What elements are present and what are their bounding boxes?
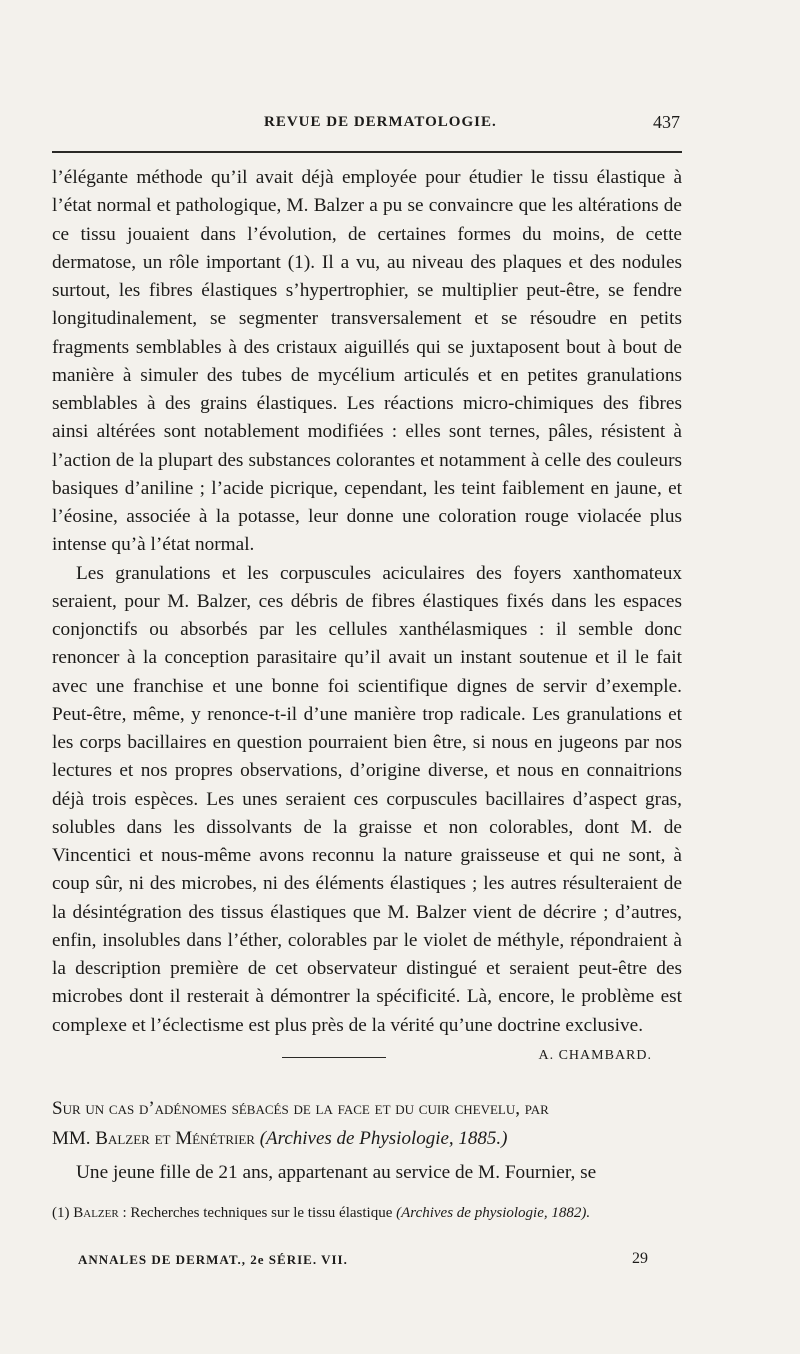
paragraph-2-text: Les granulations et les corpuscules aciculaires des foyers xanthomateux seraient, pour M. Balzer, ces débris de fibres élastiques fixés dans les espaces conjonctifs ou absorbés par les cellules xanthélasmiques : il semble donc renoncer à la conception parasitaire qu’il avait un instant soutenue et il le fait avec une franchise et une bonne foi scientifique dignes de servir d’exemple. Peut-être, même, y renonce-t-il d’une manière trop radicale. Les granulations et les corps bacillaires en question pourraient bien être, si nous en jugeons par nos lectures et nos propres observations, d’origine diverse, et nous en connaitrions déjà trois espèces. Les unes seraient ces corpuscules bacillaires d’aspect gras, solubles dans les dissolvants de la graisse et non colorables, dont M. de Vincentici et nous-même avons reconnu la nature graisseuse et qui ne sont, à coup sûr, ni des microbes, ni des éléments élastiques ; les autres résulteraient de la désintégration des tissus élastiques que M. Balzer vient de décrire ; d’autres, enfin, insolubles dans l’éther, colorables par le violet de méthyle, répondraient à la description première de cet observateur distingué et seraient peut-être des microbes dont il resterait à démontrer la spécificité. Là, encore, le problème est complexe et l’éclectisme est plus près de la vérité qu’une doctrine exclusive. [52,562,682,1036]
paragraph-1: l’élégante méthode qu’il avait déjà employée pour étudier le tissu élastique à l’état normal et pathologique, M. Balzer a pu se convaincre que les altérations de ce tissu jouaient dans l’évolution, de certaines formes du moins, de cette dermatose, un rôle important (1). Il a vu, au niveau des plaques et des nodules surtout, les fibres élastiques s’hypertrophier, se multiplier peut-être, se fendre longitudinalement, se segmenter transversalement et se résoudre en petits fragments semblables à des cristaux aiguillés qui se juxtaposent bout à bout de manière à simuler des tubes de mycélium articulés et en petites granulations semblables à des grains élastiques. Les réactions micro-chimiques des fibres ainsi altérées sont notablement modifiées : elles sont ternes, pâles, résistent à l’action de la plupart des substances colorantes et notamment à celle des couleurs basiques d’aniline ; l’acide picrique, cependant, les teint faiblement en jaune, et l’éosine, associée à la potasse, leur donne une coloration rouge violacée plus intense qu’à l’état normal. [52,167,682,556]
footnote-source: (Archives de physiologie, 1882). [396,1205,591,1221]
footnote-text: : Recherches techniques sur le tissu élastique [118,1205,397,1221]
author-signature: A. CHAMBARD. [538,1047,652,1063]
page-footer [78,1250,658,1272]
running-title: REVUE DE DERMATOLOGIE. [264,114,497,130]
footnote-marker: (1) [52,1205,70,1221]
page-number: 437 [653,112,680,132]
section-divider [282,1057,386,1058]
section-source: (Archives de Physiologie, 1885.) [259,1128,508,1149]
footer-signature-mark: 29 [632,1250,648,1267]
header-rule [52,151,682,153]
section-authors: MM. Balzer et Ménétrier [52,1128,255,1149]
footer-journal: ANNALES DE DERMAT., 2e SÉRIE. VII. [78,1252,348,1267]
section-first-line: Une jeune fille de 21 ans, appartenant au service de M. Fournier, se [76,1162,597,1183]
section-title-line2 [52,1124,682,1154]
section-title [52,1094,682,1154]
footnote-author: Balzer [73,1205,119,1221]
article-body [52,164,682,1070]
footnote [52,1202,682,1224]
page-header [52,112,682,138]
section-title-line1: Sur un cas d’adénomes sébacés de la face et du cuir chevelu, par [52,1098,549,1119]
paragraph-2 [52,560,682,1063]
